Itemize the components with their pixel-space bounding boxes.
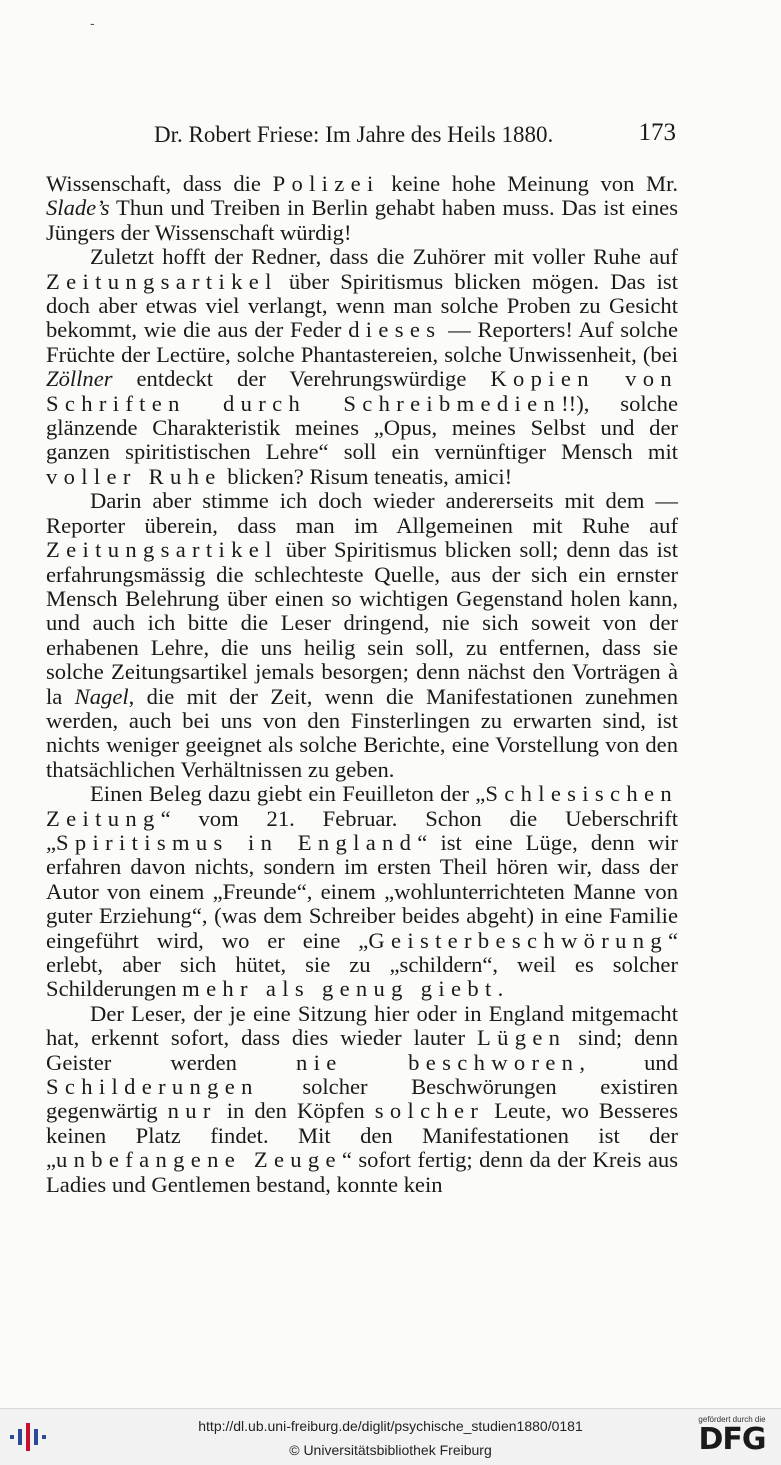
spaced-word: Lügen bbox=[476, 1025, 567, 1051]
spaced-word: unbefangene Zeuge bbox=[56, 1147, 342, 1173]
copyright-notice: © Universitätsbibliothek Freiburg bbox=[289, 1442, 492, 1458]
running-head: Dr. Robert Friese: Im Jahre des Heils 1880. bbox=[154, 122, 554, 147]
body-text bbox=[46, 172, 678, 1197]
viewer-footer bbox=[0, 1408, 781, 1465]
dfg-caption: gefördert durch die bbox=[698, 1415, 766, 1424]
spaced-word: Schilderungen bbox=[46, 1074, 259, 1100]
spaced-word: solcher bbox=[374, 1098, 485, 1124]
spaced-word: nur bbox=[167, 1098, 217, 1124]
dfg-logo[interactable] bbox=[691, 1415, 773, 1461]
paragraph-5: Der Leser, der je eine Sitzung hier oder in England mitgemacht hat, erkennt sofort, dass dies wieder lauter Lügen sind; denn Geister werden nie beschworen, und Schilderungen solcher Beschwörungen existiren gegenwärtig nur in den Köpfen solcher Leute, wo Besseres keinen Platz findet. Mit den Manifestationen ist der „unbefangene Zeuge“ sofort fertig; denn da der Kreis aus Ladies und Gentlemen bestand, konnte kein bbox=[46, 1000, 679, 1197]
paragraph-3: Darin aber stimme ich doch wieder andererseits mit dem — Reporter überein, dass man im Allgemeinen mit Ruhe auf Zeitungsartikel über Spiritismus blicken soll; denn das ist erfahrungsmässig die schlechteste Quelle, aus der sich ein ernster Mensch Belehrung über einen so wichtigen Gegenstand holen kann, und auch ich bitte die Leser dringend, nie sich soweit von der erhabenen Lehre, die uns heilig sein soll, zu entfernen, dass sie solche Zeitungsartikel jemals besorgen; denn nächst den Vorträgen à la Nagel, die mit der Zeit, wenn die Manifestationen zunehmen werden, auch bei uns von den Finsterlingen zu erwarten sind, ist nichts weniger geeignet als solche Berichte, eine Vorstellung von den thatsächlichen Verhältnissen zu geben. bbox=[46, 488, 678, 782]
italic-name: Slade’s bbox=[46, 195, 110, 221]
spaced-word: Spiritismus in England bbox=[56, 829, 418, 855]
spaced-word: Schlesischen Zeitung bbox=[46, 781, 678, 831]
corner-mark: - bbox=[90, 15, 95, 31]
dfg-wordmark: DFG bbox=[698, 1422, 766, 1457]
page-header bbox=[46, 119, 676, 152]
spaced-word: mehr als genug giebt bbox=[182, 976, 498, 1002]
spaced-word: Polizei bbox=[272, 171, 380, 196]
spaced-word: voller Ruhe bbox=[46, 463, 222, 489]
spaced-word: Kopien von Schriften durch Schreibmedien bbox=[46, 366, 678, 416]
spaced-word: Zeitungsartikel bbox=[46, 537, 278, 563]
italic-name: Nagel bbox=[74, 683, 129, 709]
page-number: 173 bbox=[638, 119, 676, 146]
spaced-word: dieses bbox=[348, 317, 442, 343]
spaced-word: Geisterbeschwörung bbox=[368, 927, 668, 953]
spaced-word: nie beschworen bbox=[296, 1049, 580, 1075]
paragraph-4: Einen Beleg dazu giebt ein Feuilleton der „Schlesischen Zeitung“ vom 21. Februar. Schon die Ueberschrift „Spiritismus in England“ ist eine Lüge, denn wir erfahren davon nichts, sondern im ersten Theil hören wir, dass der Autor von einem „Freunde“, einem „wohlunterrichteten Manne von guter Erziehung“, (was dem Schreiber beides abgeht) in eine Familie eingeführt wird, wo er eine „Geisterbeschwörung“ erlebt, aber sich hütet, sie zu „schildern“, weil es solcher Schilderungen mehr als genug giebt. bbox=[46, 781, 678, 1002]
paragraph-1: Wissenschaft, dass die Polizei keine hohe Meinung von Mr. Slade’s Thun und Treiben in Berlin gehabt haben muss. Das ist eines Jüngers der Wissenschaft würdig! bbox=[46, 171, 679, 245]
italic-name: Zöllner bbox=[46, 366, 113, 392]
permalink-url[interactable]: http://dl.ub.uni-freiburg.de/diglit/psychische_studien1880/0181 bbox=[198, 1418, 583, 1434]
spaced-word: Zeitungsartikel bbox=[46, 268, 278, 294]
paragraph-2: Zuletzt hofft der Redner, dass die Zuhörer mit voller Ruhe auf Zeitungsartikel über Spiritismus blicken mögen. Das ist doch aber etwas viel verlangt, wenn man solche Proben zu Gesicht bekommt, wie die aus der Feder dieses — Reporters! Auf solche Früchte der Lectüre, solche Phantastereien, solche Unwissenheit, (bei Zöllner entdeckt der Verehrungswürdige Kopien von Schriften durch Schreibmedien!!), solche glänzende Charakteristik meines „Opus, meines Selbst und der ganzen spiritistischen Lehre“ soll ein vernünftiger Mensch mit voller Ruhe blicken? Risum teneatis, amici! bbox=[46, 244, 678, 489]
